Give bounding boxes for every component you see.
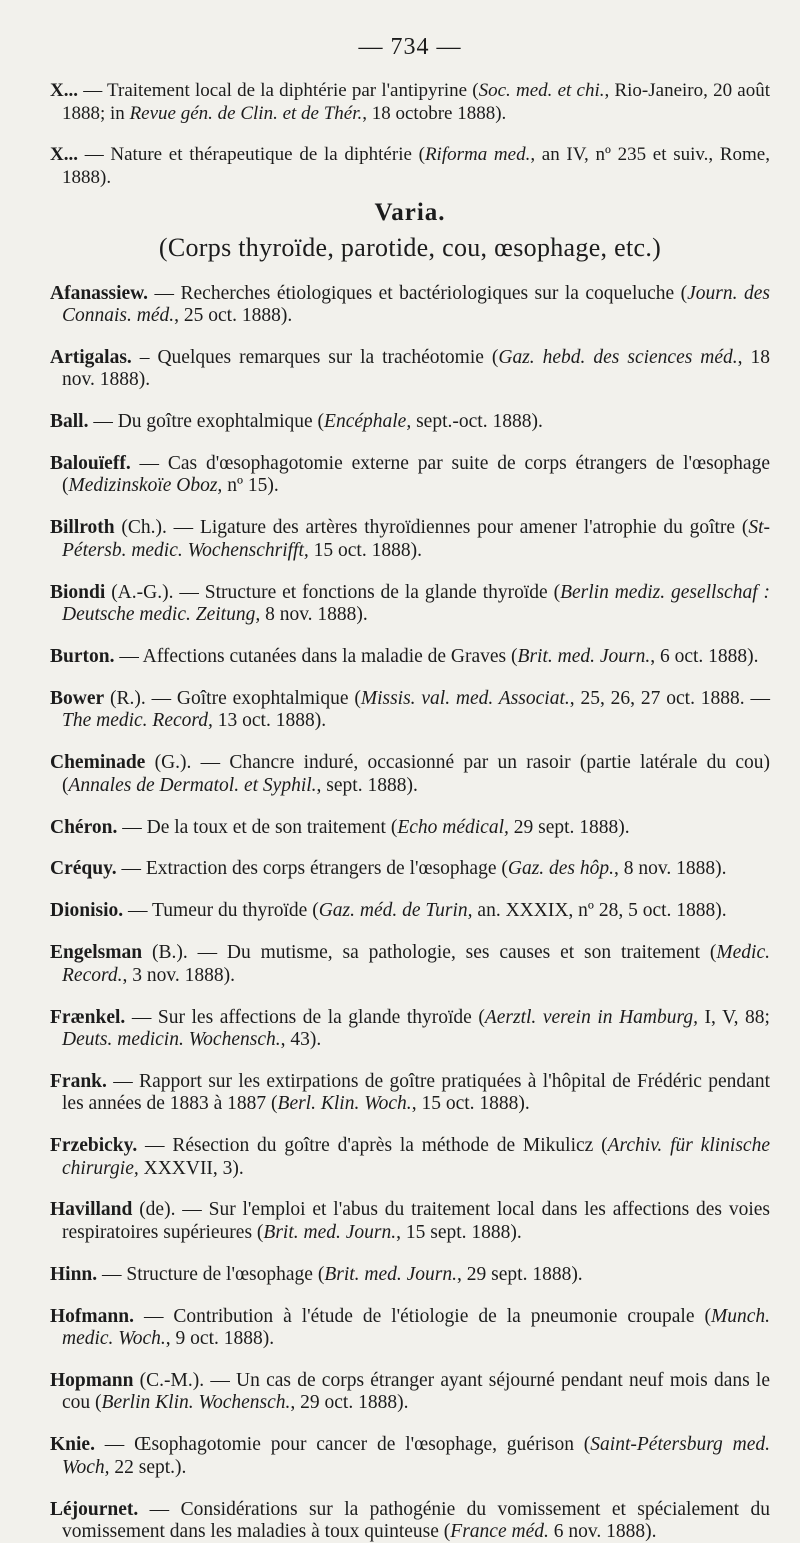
- entry-author: Biondi: [50, 582, 105, 603]
- entry-text: , an IV, nº 235 et suiv., Rome, 1888).: [62, 144, 770, 188]
- entry-author: Hopmann: [50, 1370, 133, 1391]
- entry-text: — Affections cutanées dans la maladie de Graves (: [114, 646, 517, 667]
- bibliography-entry: [50, 1135, 770, 1180]
- entry-text: — Du mutisme, sa pathologie, ses causes et son traitement (: [188, 942, 717, 963]
- entry-text: — De la toux et de son traitement (: [117, 817, 397, 838]
- bibliography-entry: [50, 942, 770, 987]
- entry-text: – Quelques remarques sur la trachéotomie (: [132, 347, 499, 368]
- entry-author: Hinn.: [50, 1264, 97, 1285]
- entry-text: an. XXXIX, nº 28, 5 oct. 1888).: [473, 900, 727, 921]
- entry-text: , 43).: [281, 1029, 322, 1050]
- entry-source: France méd.: [450, 1521, 549, 1542]
- entry-text: 8 nov. 1888).: [260, 604, 368, 625]
- bibliography-entry: [50, 517, 770, 562]
- entry-source: Berlin mediz. gesellschaf : Deutsche medic. Zeitung,: [62, 582, 770, 625]
- bibliography-entry: [50, 411, 770, 433]
- entry-author: Balouïeff.: [50, 453, 131, 474]
- entry-author: Knie.: [50, 1434, 95, 1455]
- entry-author: Frank.: [50, 1071, 107, 1092]
- entry-author: Havilland: [50, 1199, 132, 1220]
- bibliography-entry: [50, 582, 770, 627]
- bibliography-entry: [50, 1434, 770, 1479]
- entry-source: Missis. val. med. Associat.: [361, 688, 570, 709]
- entry-author-initial: (Ch.).: [115, 517, 167, 538]
- entry-source: Soc. med. et chi.: [479, 80, 605, 101]
- entry-text: — Sur les affections de la glande thyroïde (: [125, 1007, 485, 1028]
- entry-text: XXXVII, 3).: [139, 1158, 244, 1179]
- entry-text: — Extraction des corps étrangers de l'œsophage (: [117, 858, 508, 879]
- entry-author-initial: (R.).: [104, 688, 146, 709]
- entry-author: Cheminade: [50, 752, 145, 773]
- entry-author: X...: [50, 144, 78, 165]
- preceding-entries: [50, 80, 770, 189]
- bibliography-entry: [50, 453, 770, 498]
- entry-text: 15 oct. 1888).: [309, 540, 422, 561]
- entry-source: Medizinskoïe Oboz,: [69, 475, 223, 496]
- entry-author-initial: (G.).: [145, 752, 191, 773]
- entry-author: Bower: [50, 688, 104, 709]
- entry-text: , 18 nov. 1888).: [62, 347, 770, 390]
- bibliography-entry: [50, 817, 770, 839]
- entry-text: — Nature et thérapeutique de la diphtérie (: [78, 144, 425, 165]
- entry-text: — Structure de l'œsophage (: [97, 1264, 324, 1285]
- bibliography-entry: [50, 1370, 770, 1415]
- entry-text: , 6 oct. 1888).: [650, 646, 758, 667]
- entry-source: Deuts. medicin. Wochensch.: [62, 1029, 281, 1050]
- entry-text: — Tumeur du thyroïde (: [123, 900, 319, 921]
- bibliography-entry: [50, 1306, 770, 1351]
- entry-source: The medic. Record,: [62, 710, 213, 731]
- entry-source: Gaz. des hôp.: [508, 858, 614, 879]
- entry-text: — Résection du goître d'après la méthode de Mikulicz (: [137, 1135, 607, 1156]
- entry-source: Medic. Record.: [62, 942, 770, 985]
- entry-author: Artigalas.: [50, 347, 132, 368]
- entry-source: Gaz. méd. de Turin,: [319, 900, 473, 921]
- entry-text: — Chancre induré, occasionné par un rasoir (partie latérale du cou) (: [62, 752, 770, 795]
- entry-source: Echo médical,: [397, 817, 509, 838]
- entry-text: — Ligature des artères thyroïdiennes pour amener l'atrophie du goître (: [167, 517, 748, 538]
- entry-text: — Cas d'œsophagotomie externe par suite de corps étrangers de l'œsophage (: [62, 453, 770, 496]
- entry-text: 6 nov. 1888).: [549, 1521, 657, 1542]
- entry-author: Léjournet.: [50, 1499, 138, 1520]
- entry-text: , 18 octobre 1888).: [362, 103, 506, 124]
- entry-author: Frænkel.: [50, 1007, 125, 1028]
- entry-text: , 8 nov. 1888).: [614, 858, 726, 879]
- entry-text: — Recherches étiologiques et bactériologiques sur la coqueluche (: [148, 283, 687, 304]
- entry-author: X...: [50, 80, 78, 101]
- entry-text: — Un cas de corps étranger ayant séjourné pendant neuf mois dans le cou (: [62, 1370, 770, 1413]
- entry-source: Berlin Klin. Wochensch.: [102, 1392, 291, 1413]
- entry-text: — Structure et fonctions de la glande thyroïde (: [173, 582, 560, 603]
- bibliography-list: [50, 283, 770, 1543]
- entry-source: Saint-Pétersburg med. Woch,: [62, 1434, 770, 1477]
- entry-text: , sept. 1888).: [317, 775, 418, 796]
- entry-text: , 29 oct. 1888).: [290, 1392, 408, 1413]
- bibliography-entry: [50, 1071, 770, 1116]
- entry-text: — Traitement local de la diphtérie par l'antipyrine (: [78, 80, 479, 101]
- entry-author: Dionisio.: [50, 900, 123, 921]
- entry-source: Annales de Dermatol. et Syphil.: [69, 775, 317, 796]
- entry-author: Chéron.: [50, 817, 117, 838]
- entry-source: Encéphale,: [324, 411, 411, 432]
- entry-text: — Œsophagotomie pour cancer de l'œsophage, guérison (: [95, 1434, 590, 1455]
- entry-author: Hofmann.: [50, 1306, 134, 1327]
- entry-text: , 29 sept. 1888).: [457, 1264, 583, 1285]
- entry-source: St-Pétersb. medic. Wochenschrifft,: [62, 517, 770, 560]
- bibliography-entry: [50, 858, 770, 880]
- entry-text: — Contribution à l'étude de l'étiologie de la pneumonie croupale (: [134, 1306, 711, 1327]
- section-subtitle: (Corps thyroïde, parotide, cou, œsophage, etc.): [50, 233, 770, 263]
- bibliography-entry: [50, 144, 770, 189]
- entry-text: — Goître exophtalmique (: [146, 688, 361, 709]
- entry-author-initial: (B.).: [142, 942, 188, 963]
- entry-text: I, V, 88;: [698, 1007, 770, 1028]
- bibliography-entry: [50, 900, 770, 922]
- entry-text: , 15 oct. 1888).: [412, 1093, 530, 1114]
- entry-author-initial: (C.-M.).: [133, 1370, 204, 1391]
- entry-source: Aerztl. verein in Hamburg,: [485, 1007, 698, 1028]
- bibliography-entry: [50, 283, 770, 328]
- entry-text: — Considérations sur la pathogénie du vomissement et spécialement du vomissement dans les maladies à toux quinteuse (: [62, 1499, 770, 1542]
- entry-author: Engelsman: [50, 942, 142, 963]
- entry-text: , 25, 26, 27 oct. 1888. —: [570, 688, 770, 709]
- entry-author: Ball.: [50, 411, 88, 432]
- entry-text: , Rio-Janeiro, 20 août 1888; in: [62, 80, 770, 124]
- entry-source: Brit. med. Journ.: [518, 646, 651, 667]
- entry-source: Journ. des Connais. méd.: [62, 283, 770, 326]
- entry-author: Billroth: [50, 517, 115, 538]
- entry-text: — Du goître exophtalmique (: [88, 411, 324, 432]
- entry-author: Afanassiew.: [50, 283, 148, 304]
- entry-source: Gaz. hebd. des sciences méd.: [498, 347, 737, 368]
- bibliography-entry: [50, 1007, 770, 1052]
- bibliography-entry: [50, 80, 770, 125]
- page-number: — 734 —: [50, 34, 770, 61]
- entry-text: — Rapport sur les extirpations de goître pratiquées à l'hôpital de Frédéric pendant les années de 1883 à 1887 (: [62, 1071, 770, 1114]
- bibliography-entry: [50, 1199, 770, 1244]
- bibliography-entry: [50, 688, 770, 733]
- entry-source: Berl. Klin. Woch.: [278, 1093, 412, 1114]
- entry-text: sept.-oct. 1888).: [411, 411, 543, 432]
- entry-text: , 9 oct. 1888).: [166, 1328, 274, 1349]
- entry-text: 13 oct. 1888).: [213, 710, 326, 731]
- entry-source: Brit. med. Journ.: [324, 1264, 457, 1285]
- entry-author-initial: (de).: [132, 1199, 175, 1220]
- entry-source: Revue gén. de Clin. et de Thér.: [130, 103, 363, 124]
- entry-text: , 3 nov. 1888).: [122, 965, 234, 986]
- entry-author: Frzebicky.: [50, 1135, 137, 1156]
- bibliography-entry: [50, 646, 770, 668]
- bibliography-entry: [50, 1499, 770, 1543]
- bibliography-entry: [50, 347, 770, 392]
- entry-author-initial: (A.-G.).: [105, 582, 173, 603]
- entry-source: Riforma med.: [425, 144, 530, 165]
- section-title: Varia.: [50, 199, 770, 227]
- entry-source: Brit. med. Journ.: [263, 1222, 396, 1243]
- entry-text: 29 sept. 1888).: [509, 817, 630, 838]
- entry-author: Créquy.: [50, 858, 117, 879]
- entry-source: Munch. medic. Woch.: [62, 1306, 770, 1349]
- entry-source: Archiv. für klinische chirurgie,: [62, 1135, 770, 1178]
- entry-text: nº 15).: [222, 475, 278, 496]
- bibliography-entry: [50, 752, 770, 797]
- entry-text: — Sur l'emploi et l'abus du traitement local dans les affections des voies respiratoires supérieures (: [62, 1199, 770, 1242]
- entry-text: 22 sept.).: [109, 1457, 186, 1478]
- entry-author: Burton.: [50, 646, 114, 667]
- entry-text: , 15 sept. 1888).: [396, 1222, 522, 1243]
- entry-text: , 25 oct. 1888).: [174, 305, 292, 326]
- bibliography-entry: [50, 1264, 770, 1286]
